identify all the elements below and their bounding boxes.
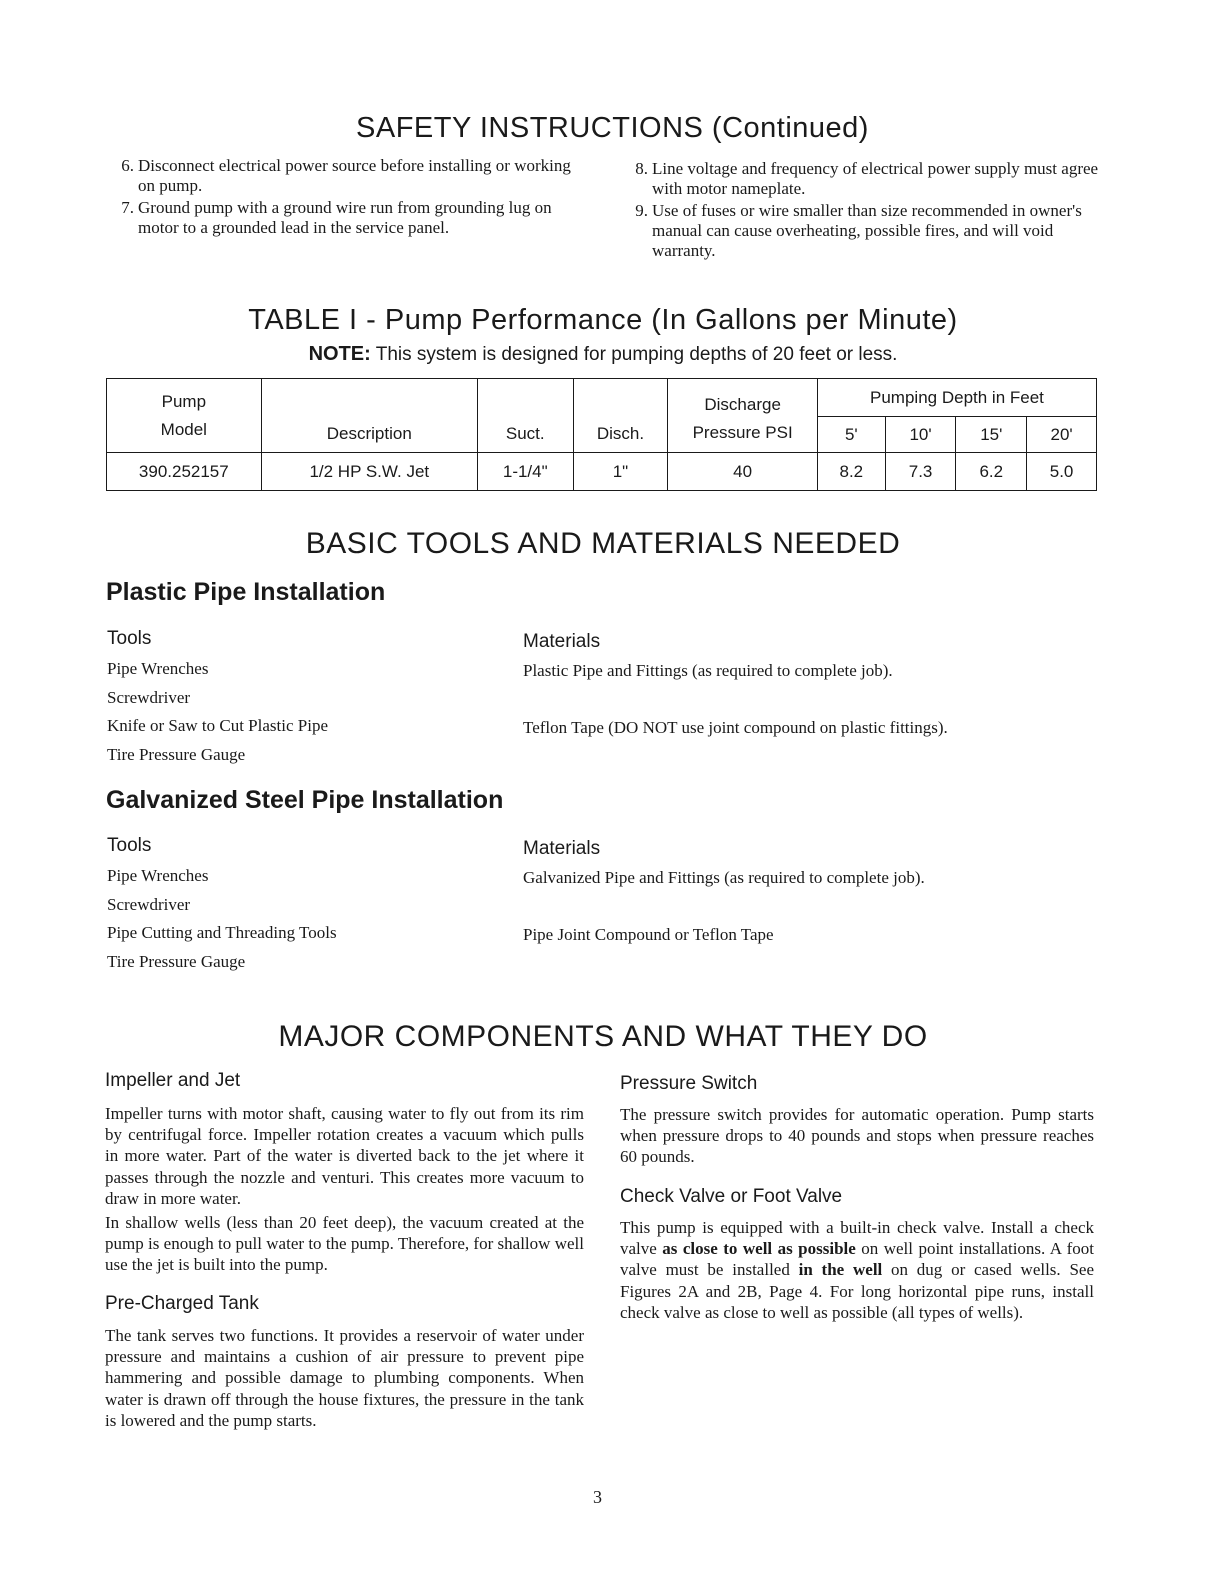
pump-performance-table <box>106 378 1097 491</box>
list-item: Tire Pressure Gauge <box>107 744 246 764</box>
cell-depth-value: 7.3 <box>885 453 956 491</box>
check-valve-paragraph: This pump is equipped with a built-in check valve. Install a check valve as close to well as possible on well point installations. A foot valve must be installed in the well on dug or cased wells. See Figures 2A and 2B, Page 4. For long horizontal pipe runs, install check valve as close to well as possible (all types of wells). <box>620 1218 1094 1322</box>
header-description: Description <box>261 379 477 453</box>
check-valve-heading: Check Valve or Foot Valve <box>620 1186 843 1207</box>
list-item: Pipe Wrenches <box>107 866 209 885</box>
page-number: 3 <box>593 1487 602 1507</box>
cell-depth-value: 6.2 <box>956 453 1027 491</box>
list-item: Teflon Tape (DO NOT use joint compound on plastic fittings). <box>523 718 948 737</box>
safety-list-right <box>626 159 1100 263</box>
galvanized-materials-list <box>523 868 1083 948</box>
list-item: Pipe Joint Compound or Teflon Tape <box>523 925 774 944</box>
plastic-tools-label: Tools <box>107 628 152 649</box>
emphasis-text: as close to well as possible <box>662 1239 856 1259</box>
header-pressure: Discharge Pressure PSI <box>668 379 818 453</box>
list-item: 7 . Ground pump with a ground wire run from grounding lug on motor to a grounded lead in the service panel. <box>112 198 590 238</box>
pressure-switch-heading: Pressure Switch <box>620 1073 758 1094</box>
emphasis-text: in the well <box>798 1260 883 1280</box>
list-item: Pipe Cutting and Threading Tools <box>107 923 337 942</box>
table-row <box>107 453 1097 491</box>
list-item: 6 . Disconnect electrical power source before installing or working on pump. <box>112 156 590 196</box>
header-depth: 5' <box>817 417 885 453</box>
safety-list-left <box>112 156 590 240</box>
cell-suct: 1-1/4" <box>477 453 573 491</box>
galvanized-tools-list <box>107 862 337 976</box>
cell-disch: 1" <box>573 453 668 491</box>
list-item: Galvanized Pipe and Fittings (as required to complete job). <box>523 868 925 887</box>
cell-description: 1/2 HP S.W. Jet <box>261 453 477 491</box>
impeller-paragraph-1: Impeller turns with motor shaft, causing water to fly out from its rim by centrifugal force. Impeller rotation creates a vacuum which pulls in more water. Part of the water is diverted back to the jet where it passes through the nozzle and venturi. This creates more vacuum to draw in more water. <box>105 1104 584 1208</box>
cell-model: 390.252157 <box>107 453 262 491</box>
list-item: Knife or Saw to Cut Plastic Pipe <box>107 716 328 735</box>
list-item: Plastic Pipe and Fittings (as required to complete job). <box>523 661 893 680</box>
note-text: This system is designed for pumping depths of 20 feet or less. <box>375 344 898 365</box>
impeller-paragraph-2: In shallow wells (less than 20 feet deep), the vacuum created at the pump is enough to pull water to the pump. Therefore, for shallow well use the jet is built into the pump. <box>105 1213 584 1275</box>
components-title: MAJOR COMPONENTS AND WHAT THEY DO <box>278 1020 928 1053</box>
list-item: Screwdriver <box>107 687 191 707</box>
list-item: Screwdriver <box>107 894 191 914</box>
header-depth: 10' <box>885 417 956 453</box>
impeller-heading: Impeller and Jet <box>105 1070 241 1091</box>
galvanized-heading: Galvanized Steel Pipe Installation <box>106 786 504 814</box>
list-item: 9 . Use of fuses or wire smaller than size recommended in owner's manual can cause overheating, possible fires, and will void warranty. <box>626 201 1100 261</box>
tank-paragraph: The tank serves two functions. It provides a reservoir of water under pressure and maintains a cushion of air pressure to prevent pipe hammering and possible damage to plumbing components. When water is drawn off through the house fixtures, the pressure in the tank is lowered and the pump starts. <box>105 1326 584 1430</box>
cell-pressure: 40 <box>668 453 818 491</box>
pressure-switch-paragraph: The pressure switch provides for automatic operation. Pump starts when pressure drops to 40 pounds and stops when pressure reaches 60 pounds. <box>620 1105 1094 1167</box>
galvanized-materials-label: Materials <box>523 838 601 859</box>
header-depth: 20' <box>1027 417 1097 453</box>
tank-heading: Pre-Charged Tank <box>105 1293 259 1314</box>
tools-section-title: BASIC TOOLS AND MATERIALS NEEDED <box>305 527 901 560</box>
table-title: TABLE I - Pump Performance (In Gallons per Minute) <box>248 304 958 336</box>
header-disch: Disch. <box>573 379 668 453</box>
cell-depth-value: 8.2 <box>817 453 885 491</box>
header-depth-group: Pumping Depth in Feet <box>817 379 1096 417</box>
header-suct: Suct. <box>477 379 573 453</box>
cell-depth-value: 5.0 <box>1027 453 1097 491</box>
plastic-materials-label: Materials <box>523 631 601 652</box>
plastic-tools-list <box>107 655 328 769</box>
table-note <box>0 343 1206 366</box>
list-item: Tire Pressure Gauge <box>107 951 246 971</box>
note-label: NOTE: <box>308 343 371 365</box>
list-item: 8 . Line voltage and frequency of electrical power supply must agree with motor nameplate. <box>626 159 1100 199</box>
list-item: Pipe Wrenches <box>107 659 209 678</box>
header-depth: 15' <box>956 417 1027 453</box>
galvanized-tools-label: Tools <box>107 835 152 856</box>
safety-title: SAFETY INSTRUCTIONS (Continued) <box>356 112 869 144</box>
header-pump-model: Pump Model <box>107 379 262 453</box>
plastic-materials-list <box>523 661 1083 741</box>
plastic-heading: Plastic Pipe Installation <box>106 578 386 606</box>
